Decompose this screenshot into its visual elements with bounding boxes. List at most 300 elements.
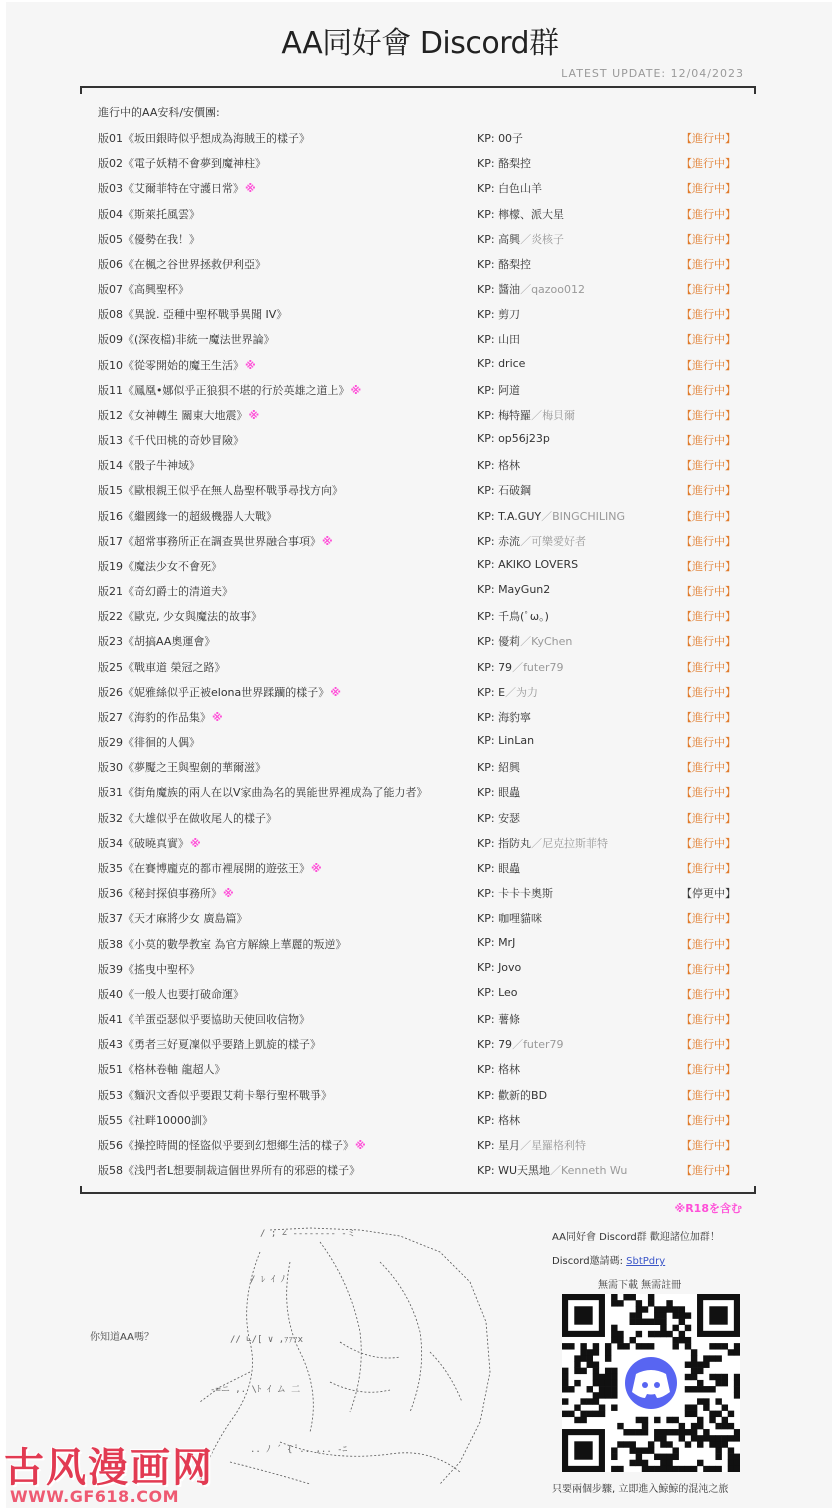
board-row [0, 1156, 840, 1181]
kp-cell [477, 331, 520, 347]
r18-legend: ※R18を含む [674, 1202, 742, 1215]
kp-prefix: KP: [477, 1164, 495, 1178]
story-title: 《魔法少女不會死》 [123, 559, 222, 573]
board-title[interactable] [98, 1162, 360, 1178]
kp-cell [477, 306, 520, 322]
board-title[interactable] [98, 986, 244, 1002]
board-number: 版14 [98, 459, 123, 473]
kp-name: 眼蟲 [498, 861, 521, 875]
board-title[interactable] [98, 709, 223, 725]
kp-cell [477, 961, 521, 974]
board-title[interactable] [98, 936, 347, 952]
r18-mark: ※ [223, 887, 234, 901]
board-row [0, 778, 840, 803]
board-title[interactable] [98, 231, 200, 247]
story-title: 《異說. 亞種中聖杯戰爭異聞 IV》 [123, 308, 288, 322]
kp-alt-name: KyChen [531, 635, 573, 649]
discord-qr-code[interactable] [562, 1294, 740, 1472]
kp-cell [477, 784, 520, 800]
board-row [0, 325, 840, 350]
kp-cell [477, 155, 531, 171]
kp-separator: ／ [531, 408, 543, 422]
story-title: 《妮雅絲似乎正被elona世界蹂躪的樣子》 [123, 685, 330, 699]
kp-prefix: KP: [477, 786, 495, 800]
kp-name: MrJ [498, 935, 516, 949]
board-title[interactable] [98, 684, 341, 700]
status-badge: 【進行中】 [681, 1013, 736, 1027]
kp-prefix: KP: [477, 557, 495, 571]
board-title[interactable] [98, 130, 310, 146]
status-badge: 【進行中】 [681, 257, 736, 271]
kp-name: 白色山羊 [498, 182, 543, 196]
r18-mark: ※ [322, 534, 333, 548]
invite-code-link[interactable]: SbtPdry [626, 1256, 666, 1267]
kp-name: 79 [498, 1038, 513, 1052]
board-number: 版43 [98, 1038, 123, 1052]
board-title[interactable] [98, 206, 200, 222]
kp-separator: ／ [520, 534, 532, 548]
board-number: 版51 [98, 1063, 123, 1077]
kp-separator: ／ [520, 635, 532, 649]
kp-prefix: KP: [477, 1013, 495, 1027]
board-number: 版17 [98, 534, 123, 548]
kp-cell [477, 407, 575, 423]
board-number: 版35 [98, 861, 123, 875]
kp-name: 卡卡卡奧斯 [498, 887, 554, 901]
board-number: 版39 [98, 962, 123, 976]
kp-cell [477, 759, 520, 775]
board-number: 版37 [98, 912, 123, 926]
board-row [0, 1055, 840, 1080]
kp-prefix: KP: [477, 734, 495, 748]
board-row [0, 250, 840, 275]
story-title: 《戰車道 榮冠之路》 [123, 660, 226, 674]
promo-welcome: AA同好會 Discord群 歡迎諸位加群！ [552, 1232, 720, 1243]
board-title[interactable] [98, 256, 266, 272]
kp-alt-name: BINGCHILING [552, 509, 625, 523]
board-title[interactable] [98, 1061, 226, 1077]
r18-mark: ※ [212, 710, 223, 724]
kp-cell [477, 482, 531, 498]
kp-prefix: KP: [477, 1038, 495, 1052]
kp-cell [477, 608, 549, 624]
board-title[interactable] [98, 533, 333, 549]
kp-cell [477, 382, 520, 398]
kp-name: 梅特羅 [498, 408, 532, 422]
board-title[interactable] [98, 357, 256, 373]
status-badge: 【進行中】 [681, 635, 736, 649]
story-title: 《麵沢文香似乎要跟艾莉卡舉行聖杯戰爭》 [123, 1088, 332, 1102]
story-title: 《街角魔族的兩人在以V家曲為名的異能世界裡成為了能力者》 [123, 786, 428, 800]
last-update: LATEST UPDATE: 12/04/2023 [561, 67, 744, 80]
kp-name: WU天黑地 [498, 1164, 550, 1178]
story-title: 《艾爾菲特在守護日常》 [123, 182, 244, 196]
story-title: 《社畔10000訓》 [123, 1113, 213, 1127]
board-title[interactable] [98, 608, 262, 624]
kp-prefix: KP: [477, 432, 495, 446]
board-title[interactable] [98, 558, 222, 574]
kp-alt-name: Kenneth Wu [561, 1164, 628, 1178]
kp-name: 眼蟲 [498, 786, 521, 800]
story-title: 《大雄似乎在做收尾人的樣子》 [123, 811, 277, 825]
kp-name: 阿道 [498, 383, 521, 397]
kp-name: 薯條 [498, 1013, 521, 1027]
status-badge: 【進行中】 [681, 811, 736, 825]
board-number: 版21 [98, 585, 123, 599]
board-number: 版29 [98, 736, 123, 750]
kp-prefix: KP: [477, 333, 495, 347]
status-badge: 【進行中】 [681, 710, 736, 724]
story-title: 《電子妖精不會夢到魔神柱》 [123, 157, 266, 171]
kp-name: 格林 [498, 1113, 521, 1127]
board-row [0, 200, 840, 225]
status-badge: 【進行中】 [681, 585, 736, 599]
kp-name: T.A.GUY [498, 509, 542, 523]
board-row [0, 527, 840, 552]
story-title: 《夢魘之王與聖劍的華爾滋》 [123, 761, 266, 775]
story-title: 《坂田銀時似乎想成為海賊王的樣子》 [123, 132, 310, 145]
story-title: 《斯萊托風雲》 [123, 207, 200, 221]
status-badge: 【進行中】 [681, 660, 736, 674]
board-number: 版34 [98, 836, 123, 850]
story-title: 《在楓之谷世界拯救伊利亞》 [123, 257, 266, 271]
kp-cell [477, 281, 585, 297]
kp-prefix: KP: [477, 610, 495, 624]
kp-cell [477, 357, 525, 370]
kp-alt-name: 炎核子 [531, 232, 565, 246]
board-title[interactable] [98, 1087, 332, 1103]
kp-alt-name: futer79 [523, 1038, 564, 1052]
board-row [0, 703, 840, 728]
kp-prefix: KP: [477, 383, 495, 397]
kp-prefix: KP: [477, 710, 495, 724]
r18-mark: ※ [350, 383, 362, 397]
board-row [0, 376, 840, 401]
kp-separator: ／ [520, 283, 532, 297]
board-number: 版19 [98, 559, 123, 573]
r18-mark: ※ [248, 408, 260, 422]
svg-text:/ ; ∠ ‐‐‐‐‐‐‐‐ ‐ミ: / ; ∠ ‐‐‐‐‐‐‐‐ ‐ミ [260, 1229, 356, 1239]
status-badge: 【進行中】 [681, 1164, 736, 1178]
story-title: 《勇者三好夏凜似乎要踏上凱旋的樣子》 [123, 1038, 321, 1052]
kp-cell [477, 835, 608, 851]
kp-prefix: KP: [477, 308, 495, 322]
kp-name: 優莉 [498, 635, 521, 649]
kp-prefix: KP: [477, 861, 495, 875]
kp-cell [477, 684, 538, 700]
board-row [0, 225, 840, 250]
story-title: 《鳳凰•娜似乎正狼狽不堪的行於英雄之道上》 [123, 383, 350, 397]
board-title[interactable] [98, 1011, 310, 1027]
invite-row [552, 1252, 665, 1267]
kp-prefix: KP: [477, 635, 495, 649]
board-row [0, 955, 840, 980]
kp-cell [477, 986, 518, 999]
status-badge: 【進行中】 [681, 1088, 736, 1102]
kp-prefix: KP: [477, 182, 495, 196]
kp-cell [477, 1061, 520, 1077]
kp-separator: ／ [520, 1138, 532, 1152]
kp-name: 酪梨控 [498, 157, 532, 171]
kp-cell [477, 885, 553, 901]
board-title[interactable] [98, 734, 200, 750]
kp-prefix: KP: [477, 207, 495, 221]
kp-cell [477, 860, 520, 876]
board-number: 版38 [98, 937, 123, 951]
board-number: 版36 [98, 887, 123, 901]
status-badge: 【進行中】 [681, 283, 736, 297]
story-title: 《一般人也要打破命運》 [123, 987, 244, 1001]
status-badge: 【進行中】 [681, 786, 736, 800]
status-badge: 【停更中】 [681, 887, 736, 901]
board-row [0, 627, 840, 652]
svg-text:/ ﾚ ｲ ﾉ: / ﾚ ｲ ﾉ [250, 1275, 286, 1285]
kp-name: LinLan [498, 734, 535, 748]
story-title: 《超常事務所正在調查異世界融合事項》 [123, 534, 321, 548]
status-badge: 【進行中】 [681, 383, 736, 397]
svg-text:‐=ニ ,. \ﾄ ｲ ム 二: ‐=ニ ,. \ﾄ ｲ ム 二 [210, 1385, 301, 1395]
story-title: 《歐克, 少女與魔法的故事》 [123, 610, 262, 624]
kp-name: 歡新的BD [498, 1088, 548, 1102]
story-title: 《女神轉生 關東大地震》 [123, 408, 248, 422]
status-badge: 【進行中】 [681, 962, 736, 976]
board-row [0, 879, 840, 904]
status-badge: 【進行中】 [681, 1063, 736, 1077]
story-title: 《搖曳中聖杯》 [123, 962, 200, 976]
kp-prefix: KP: [477, 408, 495, 422]
kp-prefix: KP: [477, 685, 495, 699]
board-row [0, 904, 840, 929]
svg-text:// ∟/[ ∨ ,ｧｧｧx: // ∟/[ ∨ ,ｧｧｧx [230, 1335, 304, 1345]
kp-prefix: KP: [477, 1063, 495, 1077]
kp-separator: ／ [520, 232, 532, 246]
story-title: 《在賽博龐克的都市裡展開的遊弦王》 [123, 861, 310, 875]
list-heading: 進行中的AA安科/安價團: [98, 106, 220, 119]
status-badge: 【進行中】 [681, 207, 736, 221]
board-number: 版40 [98, 987, 123, 1001]
kp-cell [477, 1162, 627, 1178]
story-title: 《天才麻將少女 廣島篇》 [123, 912, 248, 926]
invite-label: Discord邀請碼: [552, 1256, 623, 1267]
board-row [0, 602, 840, 627]
svg-text:.. ﾉ ´ { ﾟ.. ,.. ‐ﾆ: .. ﾉ ´ { ﾟ.. ,.. ‐ﾆ [250, 1445, 348, 1455]
story-title: 《徘徊的人偶》 [123, 736, 200, 750]
board-title[interactable] [98, 659, 226, 675]
board-title[interactable] [98, 1036, 321, 1052]
board-row [0, 753, 840, 778]
promo-no-download: 無需下載 無需註冊 [598, 1280, 682, 1291]
r18-mark: ※ [330, 685, 341, 699]
board-title[interactable] [98, 759, 266, 775]
r18-mark: ※ [190, 836, 201, 850]
kp-name: 格林 [498, 459, 521, 473]
kp-alt-name: 尼克拉斯菲特 [542, 836, 609, 850]
kp-prefix: KP: [477, 1138, 495, 1152]
board-title[interactable] [98, 961, 200, 977]
kp-cell [477, 734, 534, 747]
kp-cell [477, 1011, 520, 1027]
status-badge: 【進行中】 [681, 408, 736, 422]
kp-separator: ／ [505, 685, 517, 699]
story-title: 《繼國緣一的超級機器人大戰》 [123, 509, 277, 523]
kp-separator: ／ [512, 660, 524, 674]
kp-name: 79 [498, 660, 513, 674]
r18-mark: ※ [311, 861, 322, 875]
board-number: 版30 [98, 761, 123, 775]
board-title[interactable] [98, 860, 322, 876]
board-number: 版56 [98, 1138, 123, 1152]
status-badge: 【進行中】 [681, 937, 736, 951]
status-badge: 【進行中】 [681, 736, 736, 750]
board-title[interactable] [98, 331, 275, 347]
kp-cell [477, 508, 625, 524]
board-row [0, 476, 840, 501]
status-badge: 【進行中】 [681, 358, 736, 372]
kp-name: op56j23p [498, 432, 550, 446]
r18-mark: ※ [245, 358, 256, 372]
board-number: 版10 [98, 358, 123, 372]
board-row [0, 930, 840, 955]
kp-name: 千鳥(ﾟω。) [498, 610, 549, 624]
kp-name: 星月 [498, 1138, 521, 1152]
board-row [0, 1081, 840, 1106]
board-title[interactable] [98, 885, 234, 901]
board-title[interactable] [98, 482, 343, 498]
board-number: 版01 [98, 132, 123, 145]
kp-cell [477, 130, 523, 146]
status-badge: 【進行中】 [681, 861, 736, 875]
r18-mark: ※ [355, 1138, 366, 1152]
board-number: 版09 [98, 333, 123, 347]
kp-name: Jovo [498, 960, 522, 974]
board-title[interactable] [98, 306, 287, 322]
story-title: 《高興聖杯》 [123, 283, 189, 297]
kp-prefix: KP: [477, 484, 495, 498]
board-title[interactable] [98, 407, 259, 423]
story-title: 《從零開始的魔王生活》 [123, 358, 244, 372]
kp-prefix: KP: [477, 912, 495, 926]
board-row [0, 351, 840, 376]
kp-cell [477, 810, 520, 826]
kp-cell [477, 206, 564, 222]
watermark-url: WWW.GF618.COM [10, 1487, 180, 1506]
status-badge: 【進行中】 [681, 610, 736, 624]
story-title: 《小莫的數學教室 為官方解線上華麗的叛逆》 [123, 937, 347, 951]
board-number: 版41 [98, 1013, 123, 1027]
kp-prefix: KP: [477, 157, 495, 171]
board-title[interactable] [98, 1112, 213, 1128]
board-row [0, 1030, 840, 1055]
kp-prefix: KP: [477, 761, 495, 775]
kp-name: 格林 [498, 1063, 521, 1077]
kp-name: 赤流 [498, 534, 521, 548]
board-row [0, 275, 840, 300]
status-badge: 【進行中】 [681, 534, 736, 548]
kp-cell [477, 558, 578, 571]
status-badge: 【進行中】 [681, 157, 736, 171]
board-row [0, 174, 840, 199]
kp-prefix: KP: [477, 1088, 495, 1102]
list-bottom-border [80, 1186, 756, 1194]
board-number: 版02 [98, 157, 123, 171]
r18-mark: ※ [245, 182, 256, 196]
board-number: 版23 [98, 635, 123, 649]
kp-alt-name: 梅貝爾 [542, 408, 576, 422]
story-title: 《奇幻爵士的清道夫》 [123, 585, 233, 599]
board-number: 版32 [98, 811, 123, 825]
story-title: 《骰子牛神域》 [123, 459, 200, 473]
kp-cell [477, 709, 531, 725]
board-row [0, 577, 840, 602]
kp-name: drice [498, 356, 526, 370]
kp-prefix: KP: [477, 935, 495, 949]
status-badge: 【進行中】 [681, 333, 736, 347]
board-title[interactable] [98, 382, 361, 398]
kp-prefix: KP: [477, 985, 495, 999]
status-badge: 【進行中】 [681, 836, 736, 850]
board-title[interactable] [98, 457, 200, 473]
kp-cell [477, 1087, 547, 1103]
status-badge: 【進行中】 [681, 761, 736, 775]
board-title[interactable] [98, 508, 277, 524]
kp-cell [477, 180, 542, 196]
page-title: AA同好會 Discord群 [281, 26, 559, 61]
board-title[interactable] [98, 910, 248, 926]
board-row [0, 451, 840, 476]
status-badge: 【進行中】 [681, 182, 736, 196]
kp-prefix: KP: [477, 811, 495, 825]
story-title: 《操控時間的怪盜似乎要到幻想鄉生活的樣子》 [123, 1138, 354, 1152]
board-number: 版08 [98, 308, 123, 322]
kp-prefix: KP: [477, 509, 495, 523]
board-title[interactable] [98, 583, 233, 599]
board-title[interactable] [98, 810, 277, 826]
kp-separator: ／ [550, 1164, 561, 1178]
board-title[interactable] [98, 281, 189, 297]
kp-prefix: KP: [477, 960, 495, 974]
board-title[interactable] [98, 432, 244, 448]
board-number: 版25 [98, 660, 123, 674]
kp-alt-name: futer79 [523, 660, 564, 674]
board-number: 版03 [98, 182, 123, 196]
board-title[interactable] [98, 835, 201, 851]
board-title[interactable] [98, 633, 215, 649]
board-number: 版55 [98, 1113, 123, 1127]
board-row [0, 1005, 840, 1030]
kp-cell [477, 256, 531, 272]
board-row [0, 854, 840, 879]
kp-cell [477, 432, 550, 445]
status-badge: 【進行中】 [681, 685, 736, 699]
story-title: 《秘封探偵事務所》 [123, 887, 222, 901]
kp-cell [477, 231, 564, 247]
kp-prefix: KP: [477, 836, 495, 850]
list-top-border [80, 86, 756, 94]
ascii-art-illustration [190, 1222, 530, 1492]
board-title[interactable] [98, 155, 266, 171]
board-title[interactable] [98, 1137, 366, 1153]
story-title: 《歐根親王似乎在無人島聖杯戰爭尋找方向》 [123, 484, 343, 498]
kp-cell [477, 633, 572, 649]
board-row [0, 401, 840, 426]
kp-prefix: KP: [477, 232, 495, 246]
board-title[interactable] [98, 180, 256, 196]
kp-cell [477, 457, 520, 473]
board-number: 版58 [98, 1164, 123, 1178]
kp-cell [477, 1112, 520, 1128]
board-number: 版05 [98, 232, 123, 246]
board-title[interactable] [98, 784, 428, 800]
